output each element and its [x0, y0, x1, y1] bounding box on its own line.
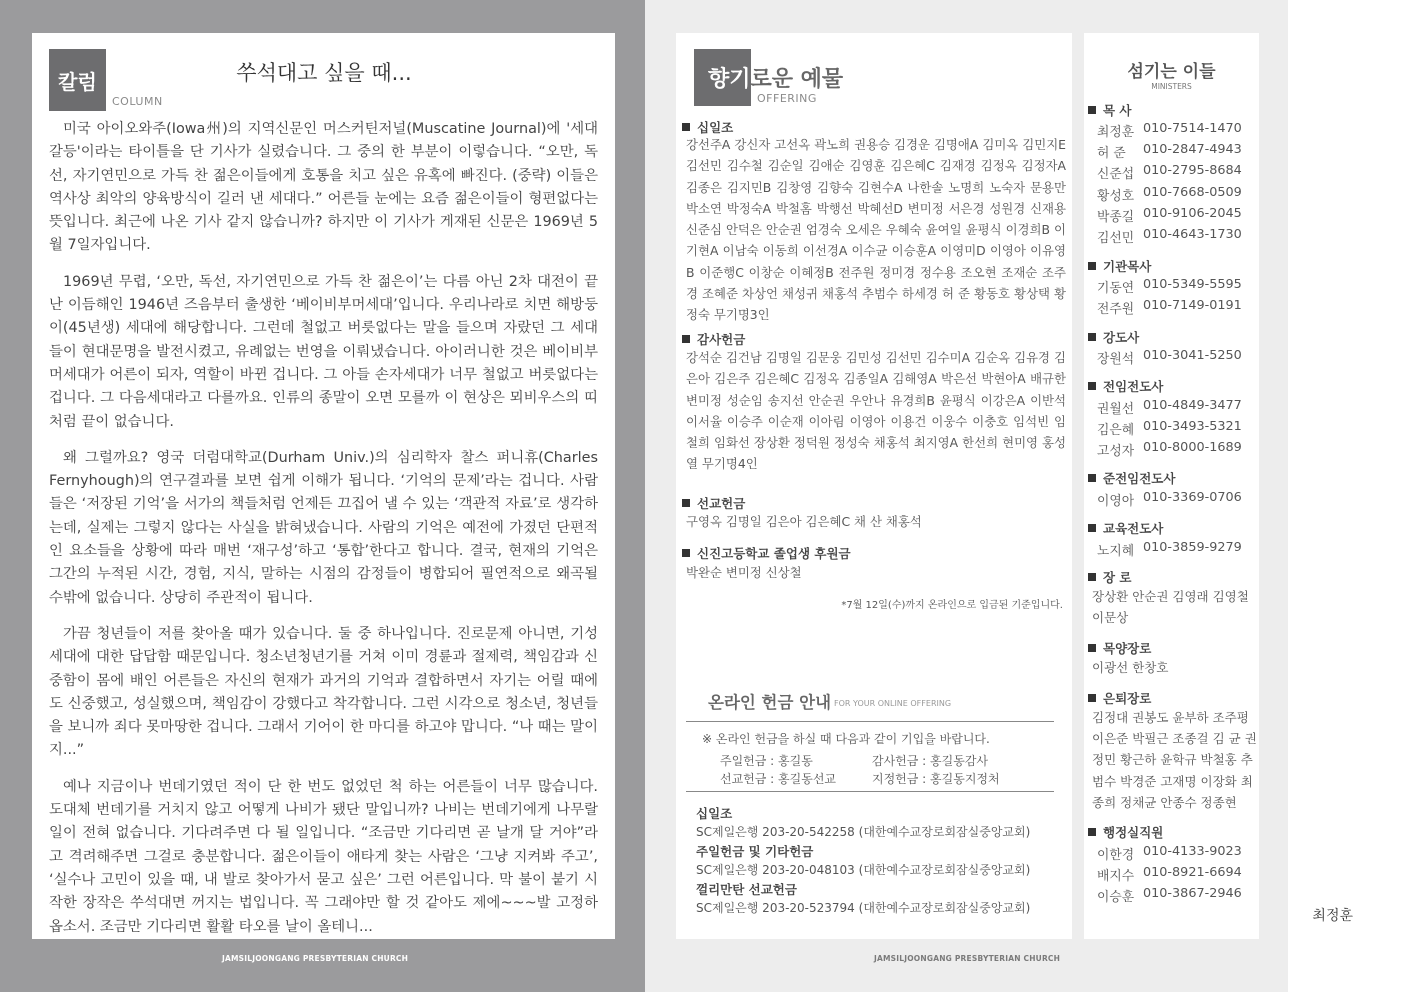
column-paragraph: 왜 그럴까요? 영국 더럼대학교(Durham Univ.)의 심리학자 찰스 퍼니휴(Charles Fernyhough)의 연구결과를 보면 쉽게 이해가 됩니다. ‘기억의 문제’라는 겁니다. 사람들은 ‘저장된 기억’을 서가의 책들처럼 언제든 끄집어 낼 수 있는 ‘객관적 자료’로 생각하는데, 실제는 그렇지 않다는 사실을 밝혀냈습니다. 사람의 기억은 예전에 가졌던 단편적인 요소들을 상황에 따라 매번 ‘재구성’하고 ‘통합’한다고 합니다. 결국, 현재의 기억은 그간의 누적된 시간, 경험, 지식, 말하는 시점의 감정들이 병합되어 필연적으로 왜곡될 수밖에 없습니다. 상당히 주관적이 됩니다.: [49, 449, 598, 606]
minister-name: 신준섭: [1097, 167, 1135, 182]
minister-row: [1097, 227, 1242, 246]
scholarship-names: 박완순 변미정 신상철: [686, 565, 802, 580]
minister-row: [1097, 298, 1242, 317]
account-detail: SC제일은행 203-20-523794 (대한예수교장로회잠실중앙교회): [696, 901, 1031, 915]
minister-phone: 010-8000-1689: [1143, 440, 1242, 455]
minister-phone: 010-4643-1730: [1143, 227, 1242, 242]
offering-title: [708, 62, 843, 93]
minister-phone: 010-3859-9279: [1143, 540, 1242, 555]
minister-name: 기동연: [1097, 281, 1135, 296]
account-label: 껄리만탄 선교헌금: [696, 882, 797, 897]
minister-row: [1097, 886, 1242, 905]
online-guide: 주일헌금 : 홍길동: [720, 754, 813, 768]
minister-name: 권월선: [1097, 402, 1135, 417]
online-guide: 지정헌금 : 홍길동지정처: [872, 772, 1000, 786]
minister-row: [1097, 398, 1242, 417]
minister-phone: 010-5349-5595: [1143, 277, 1242, 292]
section-heading-thanks: 감사헌금: [682, 330, 745, 348]
minister-name: 배지수: [1097, 869, 1135, 884]
minister-phone: 010-3041-5250: [1143, 348, 1242, 363]
minister-row: [1097, 142, 1242, 161]
minister-row: [1097, 348, 1242, 367]
minister-phone: 010-9106-2045: [1143, 206, 1242, 221]
minister-row: [1097, 844, 1242, 863]
offering-title-rest: 로운 예물: [750, 67, 844, 92]
column-badge: [49, 49, 106, 111]
pastoral-elder-heading: 목양장로: [1088, 639, 1151, 657]
minister-name: 이승훈: [1097, 890, 1135, 905]
account-label: 십일조: [696, 806, 733, 821]
minister-row: [1097, 277, 1242, 296]
minister-name: 전주원: [1097, 302, 1135, 317]
online-divider: [686, 721, 1054, 722]
column-badge-label: 칼럼: [58, 69, 97, 94]
online-title: 온라인 헌금 안내: [708, 693, 832, 712]
elder-heading: 장 로: [1088, 568, 1132, 586]
staff-heading: 행정실직원: [1088, 823, 1163, 841]
minister-name: 장원석: [1097, 352, 1135, 367]
account-detail: SC제일은행 203-20-542258 (대한예수교장로회잠실중앙교회): [696, 825, 1031, 839]
minister-row: [1097, 865, 1242, 884]
online-subtitle: FOR YOUR ONLINE OFFERING: [834, 699, 952, 708]
minister-phone: 010-3867-2946: [1143, 886, 1242, 901]
minister-phone: 010-3369-0706: [1143, 490, 1242, 505]
offering-subtitle: OFFERING: [757, 92, 817, 105]
minister-phone: 010-4849-3477: [1143, 398, 1242, 413]
offering-note: *7월 12일(수)까지 온라인으로 입금된 기준입니다.: [841, 600, 1063, 611]
column-subtitle: COLUMN: [112, 95, 163, 108]
minister-name: 최정훈: [1097, 125, 1135, 140]
ministers-subtitle: MINISTERS: [1151, 82, 1192, 91]
pastor-heading: 목 사: [1088, 101, 1132, 119]
offering-title-bold: 향기: [708, 67, 751, 92]
minister-row: [1097, 121, 1242, 140]
minister-row: [1097, 163, 1242, 182]
online-divider: [686, 791, 1054, 792]
section-heading-tithe: 십일조: [682, 118, 733, 136]
minister-phone: 010-8921-6694: [1143, 865, 1242, 880]
elder-names: 장상환 안순권 김영래 김영철 이문상: [1092, 589, 1249, 626]
semi-evangelist-heading: 준전임전도사: [1088, 469, 1175, 487]
minister-name: 노지혜: [1097, 544, 1135, 559]
ministers-title: 섬기는 이들: [1127, 62, 1216, 82]
tithe-names: 강선주A 강신자 고선옥 곽노희 권용승 김경운 김명애A 김미옥 김민지E 김선민 김수철 김순일 김애순 김영훈 김은혜C 김재경 김정옥 김정자A 김종은 김지민B 김창영 김향숙 김현수A 나한솔 노명희 노숙자 문용만 박소연 박정숙A 박철홈 박행선 박혜선D 변미정 서은경 성원경 신재용 신준심 안덕은 안순권 엄경숙 오세은 우혜숙 윤여일 윤평식 이경희B 이기현A 이남숙 이동희 이선경A 이수균 이승훈A 이영미D 이영아 이유영B 이준행C 이창순 이혜정B 전주원 정미경 정수용 조오현 조재순 조주경 조혜준 차상언 채성귀 채홍석 추범수 하세경 허 준 황동호 황상택 황정숙 무기명3인: [686, 137, 1066, 323]
online-guide: 감사헌금 : 홍길동감사: [872, 754, 989, 768]
minister-name: 이한경: [1097, 848, 1135, 863]
lecturer-heading: 강도사: [1088, 328, 1139, 346]
minister-name: 황성호: [1097, 189, 1135, 204]
column-paragraph: 1969년 무렵, ‘오만, 독선, 자기연민으로 가득 찬 젊은이’는 다름 아닌 2차 대전이 끝난 이듬해인 1946년 즈음부터 출생한 ‘베이비부머세대’입니다. 우리나라로 치면 해방둥이(45년생) 세대에 해당합니다. 그런데 철없고 버릇없다는 말을 들으며 자랐던 그 세대들이 현대문명을 발전시켰고, 유례없는 번영을 이뤄냈습니다. 아이러니한 것은 베이비부머세대가 어른이 되자, 역할이 바뀐 겁니다. 그 아들 손자세대가 너무 철없고 버릇없다는 겁니다. 그 다음세대라고 다를까요. 인류의 종말이 오면 모를까 이 현상은 뫼비우스의 띠처럼 끝이 없습니다.: [49, 273, 598, 430]
pastoral-elder-names: 이광선 한창호: [1092, 660, 1169, 675]
minister-name: 허 준: [1097, 146, 1126, 161]
account-label: 주일헌금 및 기타헌금: [696, 844, 814, 859]
minister-row: [1097, 490, 1242, 509]
minister-name: 이영아: [1097, 494, 1135, 509]
minister-name: 김선민: [1097, 231, 1135, 246]
online-guide: 선교헌금 : 홍길동선교: [720, 772, 837, 786]
minister-phone: 010-3493-5321: [1143, 419, 1242, 434]
minister-phone: 010-2795-8684: [1143, 163, 1242, 178]
minister-row: [1097, 540, 1242, 559]
minister-phone: 010-4133-9023: [1143, 844, 1242, 859]
column-paragraph: 예나 지금이나 번데기였던 적이 단 한 번도 없었던 척 하는 어른들이 너무 많습니다. 도대체 번데기를 거치지 않고 어떻게 나비가 됐단 말입니까? 나비는 번데기에게 나무랄 일이 전혀 없습니다. 기다려주면 다 될 일입니다. “조금만 기다리면 곧 날개 달 거야”라고 격려해주면 그걸로 충분합니다. 젊은이들이 애타게 찾는 사람은 ‘그냥 지켜봐 주고’, ‘실수나 고민이 있을 때, 내 발로 찾아가서 묻고 싶은’ 그런 어른입니다. 막 불이 붙기 시작한 장작은 쑤석대면 꺼지는 법입니다. 꼭 그래야만 할 것 같아도 제에~~~발 고정하옵소서. 조금만 기다리면 활활 타오를 날이 올테니...: [49, 778, 598, 935]
minister-row: [1097, 206, 1242, 225]
column-paragraph: 가끔 청년들이 저를 찾아올 때가 있습니다. 둘 중 하나입니다. 진로문제 아니면, 기성세대에 대한 답답함 때문입니다. 청소년청년기를 거쳐 이미 경륜과 절제력, 책임감과 신중함이 몸에 배인 어른들은 자신의 현재가 과거의 기억과 결합하면서 자기는 어릴 때에도 신중했고, 성실했으며, 책임감이 강했다고 착각합니다. 그런 시각으로 청소년, 청년들을 보니까 죄다 못마땅한 겁니다. 그래서 기어이 한 마디를 하고야 맙니다. “나 때는 말이지...”: [49, 625, 598, 759]
minister-phone: 010-2847-4943: [1143, 142, 1242, 157]
minister-phone: 010-7668-0509: [1143, 185, 1242, 200]
minister-row: [1097, 185, 1242, 204]
section-heading-scholarship: 신진고등학교 졸업생 후원금: [682, 544, 851, 562]
left-footer: JAMSILJOONGANG PRESBYTERIAN CHURCH: [222, 954, 409, 963]
thanks-names: 강석순 김건남 김명일 김문웅 김민성 김선민 김수미A 김순옥 김유경 김은아 김은주 김은혜C 김정옥 김종일A 김해영A 박은선 박현아A 배규한 변미정 성순임 송지선 안순권 우안나 유경희B 윤평식 이강은A 이반석 이서율 이승주 이순재 이아림 이영아 이용건 이웅수 이충호 임석빈 임철희 임화선 장상환 정덕원 정성숙 채홍석 최지영A 한선희 현미영 홍성열 무기명4인: [686, 350, 1066, 472]
minister-row: [1097, 419, 1242, 438]
online-note: ※ 온라인 헌금을 하실 때 다음과 같이 기입을 바랍니다.: [702, 732, 990, 746]
minister-name: 박종길: [1097, 210, 1135, 225]
minister-phone: 010-7514-1470: [1143, 121, 1242, 136]
retired-elder-names: 김정대 권봉도 윤부하 조주평 이은준 박필근 조종걸 김 균 권정민 황근하 윤학규 박철홍 추범수 박경준 고재명 이장화 최종희 정채균 안종수 정종현: [1092, 710, 1257, 810]
mission-names: 구영옥 김명일 김은아 김은혜C 채 산 채홍석: [686, 514, 922, 529]
edu-evangelist-heading: 교육전도사: [1088, 519, 1163, 537]
evangelist-heading: 전임전도사: [1088, 377, 1163, 395]
minister-row: [1097, 440, 1242, 459]
minister-name: 고성자: [1097, 444, 1135, 459]
column-signature: 최정훈: [1312, 908, 1353, 924]
section-heading-mission: 선교헌금: [682, 494, 745, 512]
column-body: [49, 118, 598, 952]
minister-phone: 010-7149-0191: [1143, 298, 1242, 313]
retired-elder-heading: 은퇴장로: [1088, 689, 1151, 707]
right-footer: JAMSILJOONGANG PRESBYTERIAN CHURCH: [874, 954, 1061, 963]
account-detail: SC제일은행 203-20-048103 (대한예수교장로회잠실중앙교회): [696, 863, 1031, 877]
org-pastor-heading: 기관목사: [1088, 257, 1151, 275]
column-title: 쑤석대고 싶을 때...: [236, 61, 412, 85]
column-paragraph: 미국 아이오와주(Iowa州)의 지역신문인 머스커틴저널(Muscatine Journal)에 '세대갈등'이라는 타이틀을 단 기사가 실렸습니다. 그 중의 한 부분이 이렇습니다. “오만, 독선, 자기연민으로 가득 찬 젊은이들에게 호통을 치고 싶은 유혹에 빠진다. (중략) 이들은 역사상 최악의 양육방식이 길러 낸 세대다.” 어른들 눈에는 요즘 젊은이들이 형편없다는 뜻입니다. 최근에 나온 기사 같지 않습니까? 하지만 이 기사가 게재된 신문은 1969년 5월 7일자입니다.: [49, 121, 598, 254]
minister-name: 김은혜: [1097, 423, 1135, 438]
